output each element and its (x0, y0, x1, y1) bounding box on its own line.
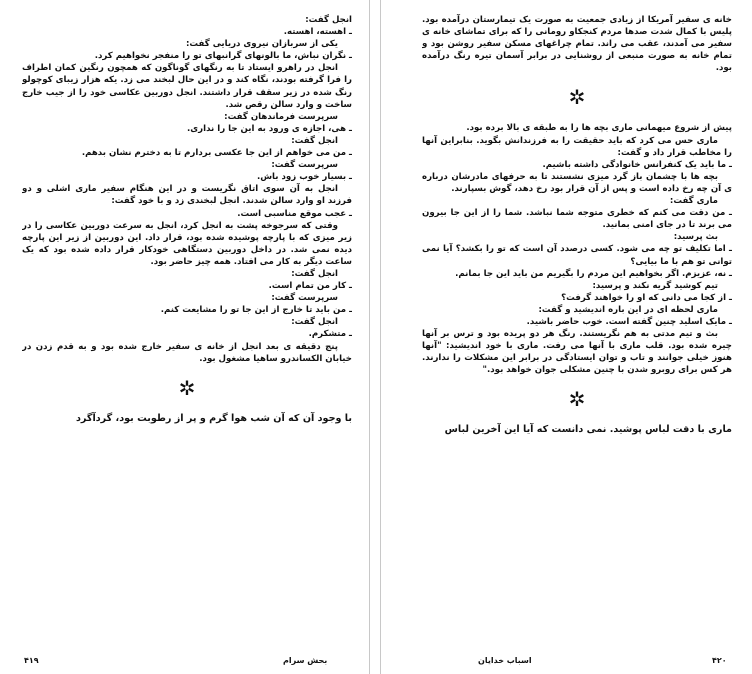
paragraph: تیم کوشید گریه نکند و پرسید: (592, 280, 718, 291)
paragraph: ماری با دقت لباس پوشید. نمی دانست که آیا این آخرین لباس (444, 424, 732, 436)
paragraph: ـ نه، عزیزم. اگر بخواهیم این مردم را بگیریم من باید این جا بمانم. (455, 268, 732, 279)
paragraph: انجل به آن سوی اتاق نگریست و در این هنگام سفیر ماری اشلی و دو فرزند او وارد سالن شدند. انجل لبخندی زد و با خود گفت: (22, 184, 352, 207)
paragraph: سرپرست فرماندهان گفت: (224, 111, 338, 122)
paragraph: یکی از سربازان نیروی دریایی گفت: (186, 39, 338, 50)
paragraph: با وجود آن که آن شب هوا گرم و پر از رطوبت بود، گردآگرد (75, 412, 352, 424)
paragraph: سرپرست گفت: (271, 160, 338, 171)
paragraph: ـ من می خواهم از این جا عکسی بردارم تا به دخترم نشان بدهم. (81, 148, 352, 159)
paragraph: ماری گفت: (669, 196, 718, 207)
paragraph: ـ اما تکلیف تو چه می شود. کسی درصدد آن است که تو را بکشد؟ آیا نمی توانی تو هم با ما بیایی؟ (422, 244, 732, 267)
paragraph: انجل گفت: (305, 15, 352, 25)
left-running-title: بحش سرام (283, 656, 328, 665)
paragraph: ماری حس می کرد که باید حقیقت را به فرزندانش بگوید. بنابراین آنها را مخاطب قرار داد و گفت: (422, 135, 732, 158)
paragraph: ـ هی، اجازه ی ورود به این جا را نداری. (187, 123, 352, 134)
paragraph: ـ عجب موقع مناسبی است. (237, 208, 352, 219)
paragraph: بث پرسید: (673, 232, 718, 243)
paragraph: ـ بسیار خوب زود باش. (256, 172, 352, 183)
paragraph: ماری لحظه ای در این باره اندیشید و گفت: (538, 304, 718, 315)
section-separator-asterisk: ✲ (568, 387, 586, 412)
paragraph: انجل در راهرو ایستاد تا به رنگهای گوناگون که همچون رنگین کمان اطراف را فرا گرفته بودند، نگاه کند و در این حال لبخند می زد. یکه هزار زیبای کوچولو رنگ شده در زیر سقف قرار داشتند. انجل دوربین عکاسی خود را از جیب خارج ساخت و وارد سالن رقص شد. (22, 63, 352, 110)
left-page (22, 14, 352, 636)
gutter-line-right (380, 0, 381, 674)
paragraph: انجل گفت: (291, 268, 338, 279)
paragraph: پیش از شروع میهمانی ماری بچه ها را به طبقه ی بالا برده بود. (466, 123, 732, 134)
paragraph: ـ متشکرم. (308, 329, 352, 340)
section-separator-asterisk: ✲ (178, 375, 196, 400)
paragraph: ـ از کجا می دانی که او را خواهند گرفت؟ (561, 292, 732, 303)
section-separator-asterisk: ✲ (568, 85, 586, 110)
paragraph: ـ نگران نباش، ما بالونهای گرانبهای تو را منفجر نخواهیم کرد. (94, 51, 352, 62)
paragraph: وقتی که سرجوخه پشت به انجل کرد، انجل به سرعت دوربین عکاسی را در زیر میزی که با پارچه پوشیده شده بود، قرار داد. این دوربین از زیر این پارچه دیده نمی شد. در داخل دوربین دستگاهی خودکار قرار داده شده بود که یک ساعت دیگر به کار می افتاد. همه چیز حاضر بود. (22, 220, 352, 267)
paragraph: ـ مایک اسلید چنین گفته است. خوب حاضر باشید. (526, 316, 732, 327)
paragraph: انجل گفت: (291, 135, 338, 146)
paragraph: ـ کار من تمام است. (268, 281, 352, 292)
paragraph: ـ من باید تا خارج از این جا تو را مشایعت کنم. (160, 305, 352, 316)
paragraph: انجل گفت: (291, 317, 338, 328)
right-running-title: اسباب خدایان (478, 656, 532, 665)
paragraph: ـ ما باید یک کنفرانس خانوادگی داشته باشیم. (542, 159, 732, 170)
paragraph: پنج دقیقه ی بعد انجل از خانه ی سفیر خارج شده بود و به قدم زدن در خیابان الکساندرو ساهیا مشغول بود. (22, 341, 352, 364)
right-page-number: ۴۲۰ (712, 656, 727, 665)
paragraph: ـ من دقت می کنم که خطری متوجه شما نباشد. شما را از این جا بیرون می برند تا در جای امنی بمانید. (422, 208, 732, 231)
paragraph: سرپرست گفت: (271, 293, 338, 304)
paragraph: خانه ی سفیر آمریکا از زیادی جمعیت به صورت یک تیمارستان درآمده بود. پلیس با کمال شدت صدها مردم کنجکاو رومانی را که برای تماشای خانه ی سفیر می آمدند، عقب می راند. تمام چراغهای مسکن سفیر روشن بود و تمام خانه به صورت منبعی از روشنایی در برابر آسمان تیره رنگ درآمده بود. (422, 15, 732, 74)
paragraph: ـ اهسته، اهسته. (283, 27, 352, 38)
right-page (422, 14, 732, 636)
paragraph: بث و تیم مدتی به هم نگریستند. رنگ هر دو پریده بود و ترس بر آنها چیره شده بود. قلب ماری با آنها می رفت. ماری با خود اندیشید: "آنها هنوز خیلی جوانند و تاب و توان ایستادگی در برابر این مشکلات را ندارند. هر کس برای روبرو شدن با چنین مشکلی جوان خواهد بود." (422, 329, 732, 376)
left-page-number: ۴۱۹ (24, 656, 39, 665)
gutter-line-left (369, 0, 370, 674)
paragraph: بچه ها با چشمان باز گرد میزی نشستند تا به حرفهای مادرشان درباره ی آن چه رخ داده است و پس از آن قرار بود رخ دهد، گوش بسپارند. (422, 171, 732, 194)
